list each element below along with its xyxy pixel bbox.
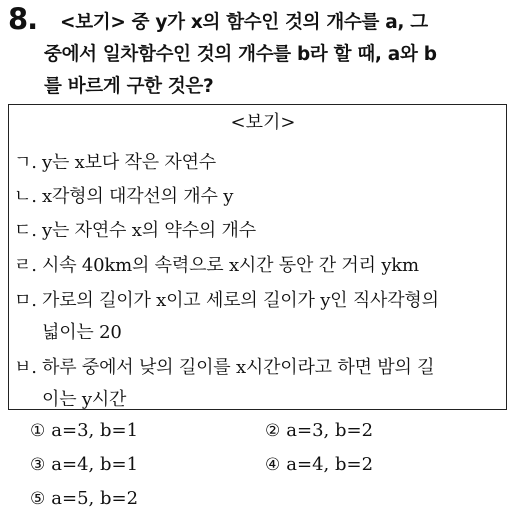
example-item-text: y는 x보다 작은 자연수	[42, 152, 216, 173]
example-item-marker: ㄷ.	[14, 220, 37, 241]
question-text-line-2: 중에서 일차함수인 것의 개수를 b라 할 때, a와 b	[44, 44, 437, 65]
example-item-1	[14, 148, 216, 174]
example-item-marker: ㄱ.	[14, 152, 37, 173]
answer-choice-5[interactable]	[30, 488, 138, 509]
example-item-6-continuation: 이는 y시간	[42, 389, 127, 410]
example-item-text: x각형의 대각선의 개수 y	[42, 186, 234, 207]
choice-text: a=4, b=1	[51, 454, 139, 475]
answer-choice-2[interactable]	[265, 420, 373, 441]
answer-choice-3[interactable]	[30, 454, 138, 475]
example-item-4	[14, 251, 419, 277]
answer-choice-1[interactable]	[30, 420, 138, 441]
example-item-marker: ㅂ.	[14, 357, 37, 378]
example-item-text: y는 자연수 x의 약수의 개수	[42, 220, 256, 241]
example-box-title: <보기>	[230, 112, 296, 133]
choice-text: a=3, b=1	[51, 420, 139, 441]
answer-choice-4[interactable]	[265, 454, 373, 475]
example-item-3	[14, 216, 256, 242]
example-item-5	[14, 286, 439, 312]
choice-text: a=3, b=2	[286, 420, 374, 441]
choice-text: a=4, b=2	[286, 454, 374, 475]
example-item-6	[14, 353, 434, 379]
choice-number: ①	[30, 421, 46, 441]
question-text-line-3: 를 바르게 구한 것은?	[44, 76, 214, 97]
example-item-marker: ㄹ.	[14, 255, 37, 276]
example-item-2	[14, 182, 233, 208]
example-item-text: 시속 40km의 속력으로 x시간 동안 간 거리 ykm	[42, 255, 419, 276]
question-text-line-1: <보기> 중 y가 x의 함수인 것의 개수를 a, 그	[60, 12, 428, 33]
question-number: 8.	[8, 2, 38, 36]
example-item-text: 하루 중에서 낮의 길이를 x시간이라고 하면 밤의 길	[42, 357, 435, 378]
choice-number: ④	[265, 455, 281, 475]
example-item-marker: ㅁ.	[14, 290, 37, 311]
choice-number: ⑤	[30, 489, 46, 509]
choice-number: ③	[30, 455, 46, 475]
example-item-marker: ㄴ.	[14, 186, 37, 207]
choice-number: ②	[265, 421, 281, 441]
example-item-5-continuation: 넓이는 20	[42, 322, 122, 343]
example-item-text: 가로의 길이가 x이고 세로의 길이가 y인 직사각형의	[42, 290, 439, 311]
choice-text: a=5, b=2	[51, 488, 139, 509]
